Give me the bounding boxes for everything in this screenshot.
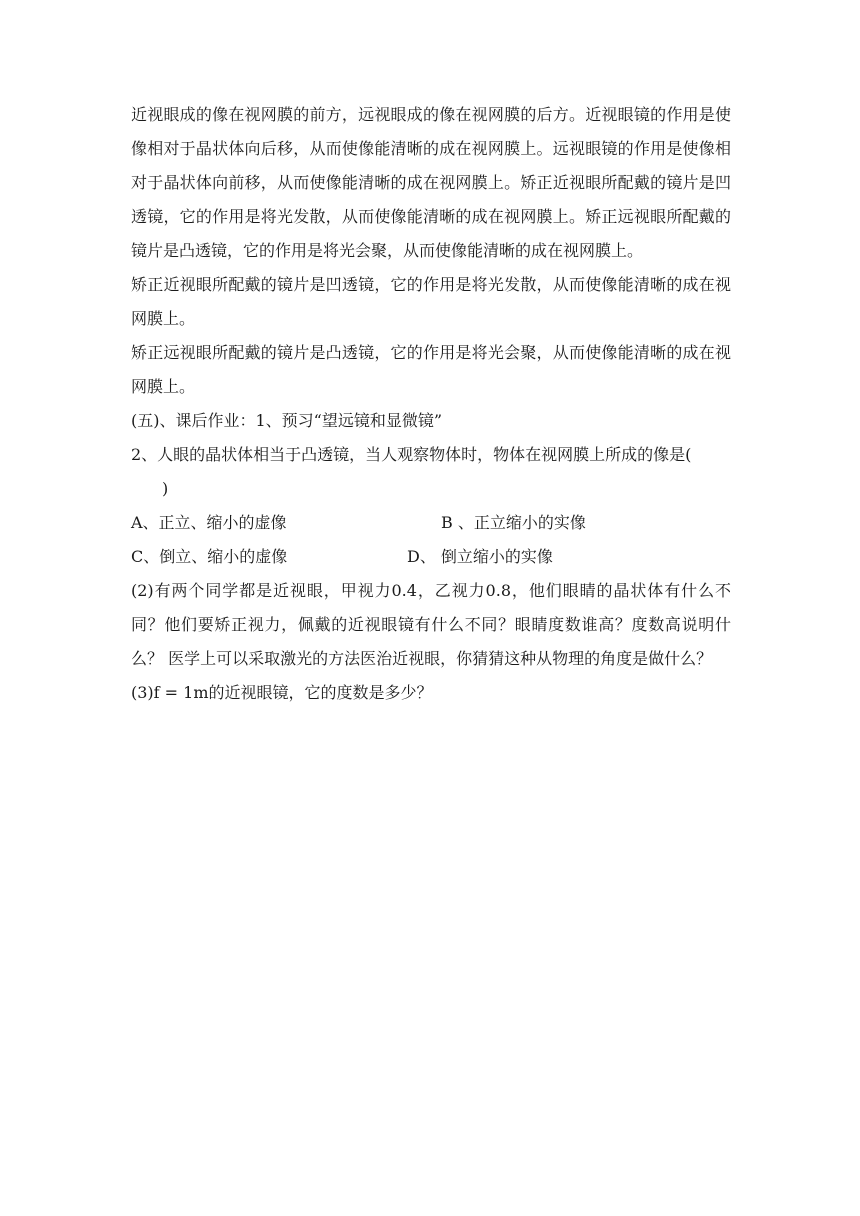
option-b: B 、正立缩小的实像: [441, 513, 586, 532]
option-a: A、正立、缩小的虚像: [131, 513, 287, 532]
question-2-answer-paren: ): [162, 479, 169, 498]
paragraph-hyperopia-correction: 矫正远视眼所配戴的镜片是凸透镜，它的作用是将光会聚，从而使像能清晰的成在视网膜上。: [131, 343, 731, 396]
paragraph-myopia-correction: 矫正近视眼所配戴的镜片是凹透镜，它的作用是将光发散，从而使像能清晰的成在视网膜上。: [131, 275, 731, 328]
option-c: C、倒立、缩小的虚像: [131, 547, 288, 566]
option-d: D、 倒立缩小的实像: [407, 547, 553, 566]
options-row-ab: [131, 506, 731, 540]
question-focal-length: (3)f = 1m的近视眼镜，它的度数是多少？: [131, 683, 433, 702]
options-row-cd: [131, 540, 731, 574]
homework-heading: (五)、课后作业：1、预习“望远镜和显微镜”: [131, 411, 443, 430]
paragraph-myopia-hyperopia: 近视眼成的像在视网膜的前方，远视眼成的像在视网膜的后方。近视眼镜的作用是使像相对于晶状体向后移，从而使像能清晰的成在视网膜上。远视眼镜的作用是使像相对于晶状体向前移，从而使像能清晰的成在视网膜上。矫正近视眼所配戴的镜片是凹透镜，它的作用是将光发散，从而使像能清晰的成在视网膜上。矫正远视眼所配戴的镜片是凸透镜，它的作用是将光会聚，从而使像能清晰的成在视网膜上。: [131, 105, 731, 260]
document-page: [131, 98, 731, 710]
question-vision: (2)有两个同学都是近视眼，甲视力0.4，乙视力0.8，他们眼睛的晶状体有什么不同？他们要矫正视力，佩戴的近视眼镜有什么不同？眼睛度数谁高？度数高说明什么？ 医学上可以采取激光的方法医治近视眼，你猜猜这种从物理的角度是做什么？: [131, 581, 731, 668]
question-2: 2、人眼的晶状体相当于凸透镜，当人观察物体时，物体在视网膜上所成的像是(: [131, 445, 692, 464]
